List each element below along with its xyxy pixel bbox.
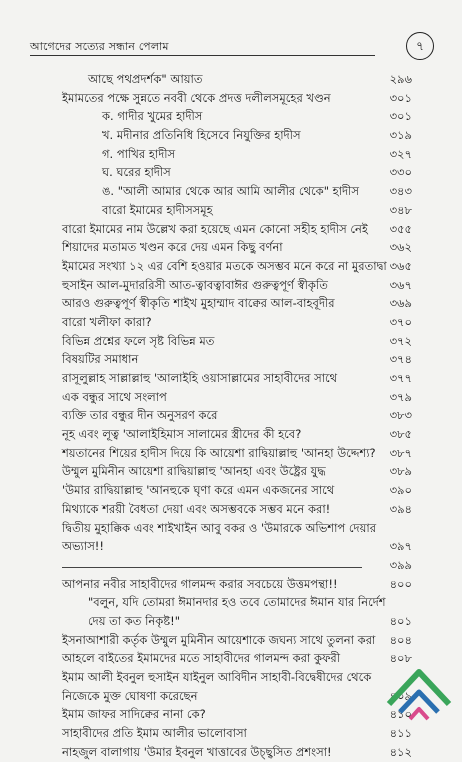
toc-entry-page: ৩৪৮ [389, 202, 412, 217]
toc-entry-title: দ্বিতীয় মুহাক্কিক এবং শাইখাইন আবু বকর ও 'উমারকে অভিশাপ দেয়ার অভ্যাস!! [62, 520, 377, 554]
toc-entry-title: ব্যক্তি তার বন্ধুর দীন অনুসরণ করে [62, 408, 218, 423]
toc-entry [62, 462, 412, 481]
toc-entry-page: ৩৭৭ [389, 371, 412, 385]
toc-entry [62, 649, 412, 668]
page-number: ৭ [406, 32, 434, 60]
toc-entry [62, 444, 412, 463]
toc-entry-title: ইমামের সংখ্যা ১২ এর বেশি হওয়ার মতকে অসম্ভব মনে করে না মুরতাদ্বা [62, 258, 387, 273]
toc-entry-title: নূহ এবং লূত্ব 'আলাইহিমাস সালামের স্ত্রীদের কী হবে? [62, 427, 302, 442]
toc-entry-title: ইমাম জাফর সাদিক্বের নানা কে? [62, 707, 206, 722]
toc-entry-page: ৩৩০ [389, 165, 412, 180]
toc-entry-page: ৪০৪ [389, 632, 412, 647]
toc-entry [62, 388, 412, 407]
toc-entry-page: ৪০১ [389, 613, 412, 628]
toc-entry-page: ৩৭২ [389, 333, 412, 348]
toc-entry-title: নাহজুল বালাগায় 'উমার ইবনুল খাত্তাবের উচ্ছ্বসিত প্রশংসা! [62, 744, 332, 759]
toc-entry-page: ৩৬৭ [389, 277, 412, 292]
toc-entry-title: আহলে বাইতের ইমামদের মতে সাহাবীদের গালমন্দ করা কুফরী [62, 651, 341, 666]
toc-entry-page: ৩৭৪ [389, 352, 412, 367]
toc-entry [62, 575, 412, 594]
toc-entry-page: ৩২৭ [389, 146, 412, 161]
toc-entry [62, 519, 412, 556]
toc-entry-page: ৩৮৫ [389, 427, 412, 442]
toc-entry-title: রাসূলুল্লাহ সাল্লাল্লাহু 'আলাইহি ওয়াসাল্লামের সাহাবীদের সাথে [62, 371, 338, 385]
toc-entry-page: ৩৬২ [389, 240, 412, 255]
toc-entry-title: বারো খলীফা কারা? [62, 314, 152, 329]
toc-entry-title: বিভিন্ন প্রশ্নের ফলে সৃষ্ট বিভিন্ন মত [62, 333, 215, 348]
toc-entry-page: ৩৮৩ [389, 408, 412, 423]
toc-entry-page: ৩৯০ [389, 483, 412, 498]
toc-entry-page: ৩৯৪ [389, 501, 412, 516]
toc-entry-page: ৩৫৫ [389, 221, 412, 236]
toc-entry [62, 89, 412, 108]
table-of-contents [62, 70, 412, 761]
toc-entry [62, 556, 412, 575]
toc-entry-title: ইমামতের পক্ষে সুন্নতে নববী থেকে প্রদত্ত দলীলসমূহের খণ্ডন [62, 90, 331, 105]
toc-entry-title: গ. পাখির হাদীস [102, 146, 176, 161]
toc-entry-title: খ. মদীনার প্রতিনিধি হিসেবে নিযুক্তির হাদীস [102, 128, 301, 143]
toc-entry [62, 257, 412, 276]
toc-entry [62, 705, 412, 724]
toc-entry-page: ৩৭০ [389, 314, 412, 329]
toc-entry-title: ইসনাআশারী কর্তৃক উম্মুল মুমিনীন আয়েশাকে জঘন্য সাথে তুলনা করা [62, 632, 376, 647]
toc-entry-title: এক বন্ধুর সাথে সংলাপ [62, 389, 167, 404]
toc-entry [62, 107, 412, 126]
toc-entry [62, 276, 412, 295]
toc-entry-page: ৩৯৯ [389, 557, 412, 572]
toc-entry [62, 126, 412, 145]
toc-entry-page: ৪০৮ [389, 651, 412, 666]
toc-entry-title: হুসাইন আল-মুদাররিসী আত-ত্বাবত্বাবাঈর গুরুত্বপূর্ণ স্বীকৃতি [62, 277, 328, 292]
toc-entry [62, 406, 412, 425]
toc-entry-page: ৪১০ [389, 707, 412, 722]
toc-entry [62, 724, 412, 743]
toc-entry [62, 332, 412, 351]
toc-entry-page: ৪১২ [389, 744, 412, 759]
toc-entry-page: ৩৯৭ [389, 539, 412, 554]
toc-entry-page: ৩৬৯ [389, 296, 412, 311]
toc-entry [62, 668, 412, 705]
toc-entry-page: ৪০০ [389, 576, 412, 591]
toc-entry [62, 369, 412, 388]
toc-entry-page: ৩৭৯ [389, 389, 412, 404]
toc-entry-page: ৩০১ [389, 90, 412, 105]
toc-entry [62, 220, 412, 239]
toc-entry [62, 481, 412, 500]
toc-entry-title: ইমাম আলী ইবনুল হুসাইন যাইনুল আবিদীন সাহাবী-বিদ্বেষীদের থেকে নিজেকে মুক্ত ঘোষণা করেছেন [62, 670, 372, 703]
toc-entry-page: ৩৬৫ [389, 258, 412, 273]
running-title: আগেদের সত্যের সন্ধান পেলাম [30, 40, 169, 53]
toc-entry-title: আপনার নবীর সাহাবীদের গালমন্দ করার সবচেয়ে উত্তমপন্থা!! [62, 576, 338, 591]
header-divider [30, 55, 375, 56]
toc-entry-page: ৪০৯ [389, 688, 412, 703]
toc-entry-page: ২৯৬ [389, 72, 412, 86]
toc-entry-page: ৩১৯ [389, 128, 412, 143]
toc-entry-title: ঙ. "আলী আমার থেকে আর আমি আলীর থেকে" হাদীস [102, 184, 359, 199]
toc-entry [62, 201, 412, 220]
toc-entry [62, 743, 412, 762]
toc-entry [62, 631, 412, 650]
toc-entry-title: সাহাবীদের প্রতি ইমাম আলীর ভালোবাসা [62, 726, 247, 741]
toc-entry-title: "বলুন, যদি তোমরা ঈমানদার হও তবে তোমাদের ঈমান যার নির্দেশ দেয় তা কত নিকৃষ্ট!" [88, 595, 386, 628]
publisher-logo-icon [384, 664, 454, 722]
toc-entry [62, 163, 412, 182]
page-header [30, 30, 440, 68]
toc-entry-title: আছে পথপ্রদর্শক" আয়াত [88, 72, 203, 86]
toc-entry-title: আরও গুরুত্বপূর্ণ স্বীকৃতি শাইখ মুহাম্মাদ বাক্বের আল-বাহবূদীর [62, 296, 335, 311]
toc-entry-title: ক. গাদীর খুমের হাদীস [102, 109, 203, 124]
toc-entry-title: বারো ইমামের নাম উল্লেখ করা হয়েছে এমন কোনো সহীহ হাদীস নেই [62, 221, 368, 236]
toc-entry-page: ৩০১ [389, 109, 412, 124]
toc-entry [62, 500, 412, 519]
toc-entry-title: ঘ. ঘরের হাদীস [102, 165, 171, 180]
toc-entry [62, 425, 412, 444]
toc-entry [62, 350, 412, 369]
toc-entry [62, 145, 412, 164]
toc-entry [62, 182, 412, 201]
toc-entry [62, 294, 412, 313]
toc-entry [62, 593, 412, 630]
toc-entry-page: ৩৮৯ [389, 464, 412, 479]
toc-entry-page: ৩৪৩ [389, 184, 412, 199]
toc-entry [62, 70, 412, 89]
toc-entry-title: শিয়াদের মতামত খণ্ডন করে দেয় এমন কিছু বর্ণনা [62, 240, 283, 255]
toc-entry-title: মিথ্যাকে শরয়ী বৈধতা দেয়া এবং অসম্ভবকে সম্ভব মনে করা! [62, 501, 331, 516]
toc-entry-title: উম্মুল মুমিনীন আয়েশা রাদ্বিয়াল্লাহু 'আনহা এবং উষ্ট্রের যুদ্ধ [62, 464, 326, 479]
toc-entry-page: ৩৮৭ [389, 445, 412, 460]
toc-entry-page: ৪১১ [389, 726, 412, 741]
toc-entry [62, 238, 412, 257]
toc-entry-title: বারো ইমামের হাদীসসমূহ [102, 202, 213, 217]
toc-entry-title: 'উমার রাদ্বিয়াল্লাহু 'আনহুকে ঘৃণা করে এমন একজনের সাথে [62, 483, 335, 498]
entry-divider [62, 567, 362, 568]
toc-entry-title: বিষয়টির সমাধান [62, 352, 139, 367]
toc-entry [62, 313, 412, 332]
toc-entry-title: শয়তানের শিয়ের হাদীস দিয়ে কি আয়েশা রাদ্বিয়াল্লাহু 'আনহা উদ্দেশ্য? [62, 445, 376, 460]
